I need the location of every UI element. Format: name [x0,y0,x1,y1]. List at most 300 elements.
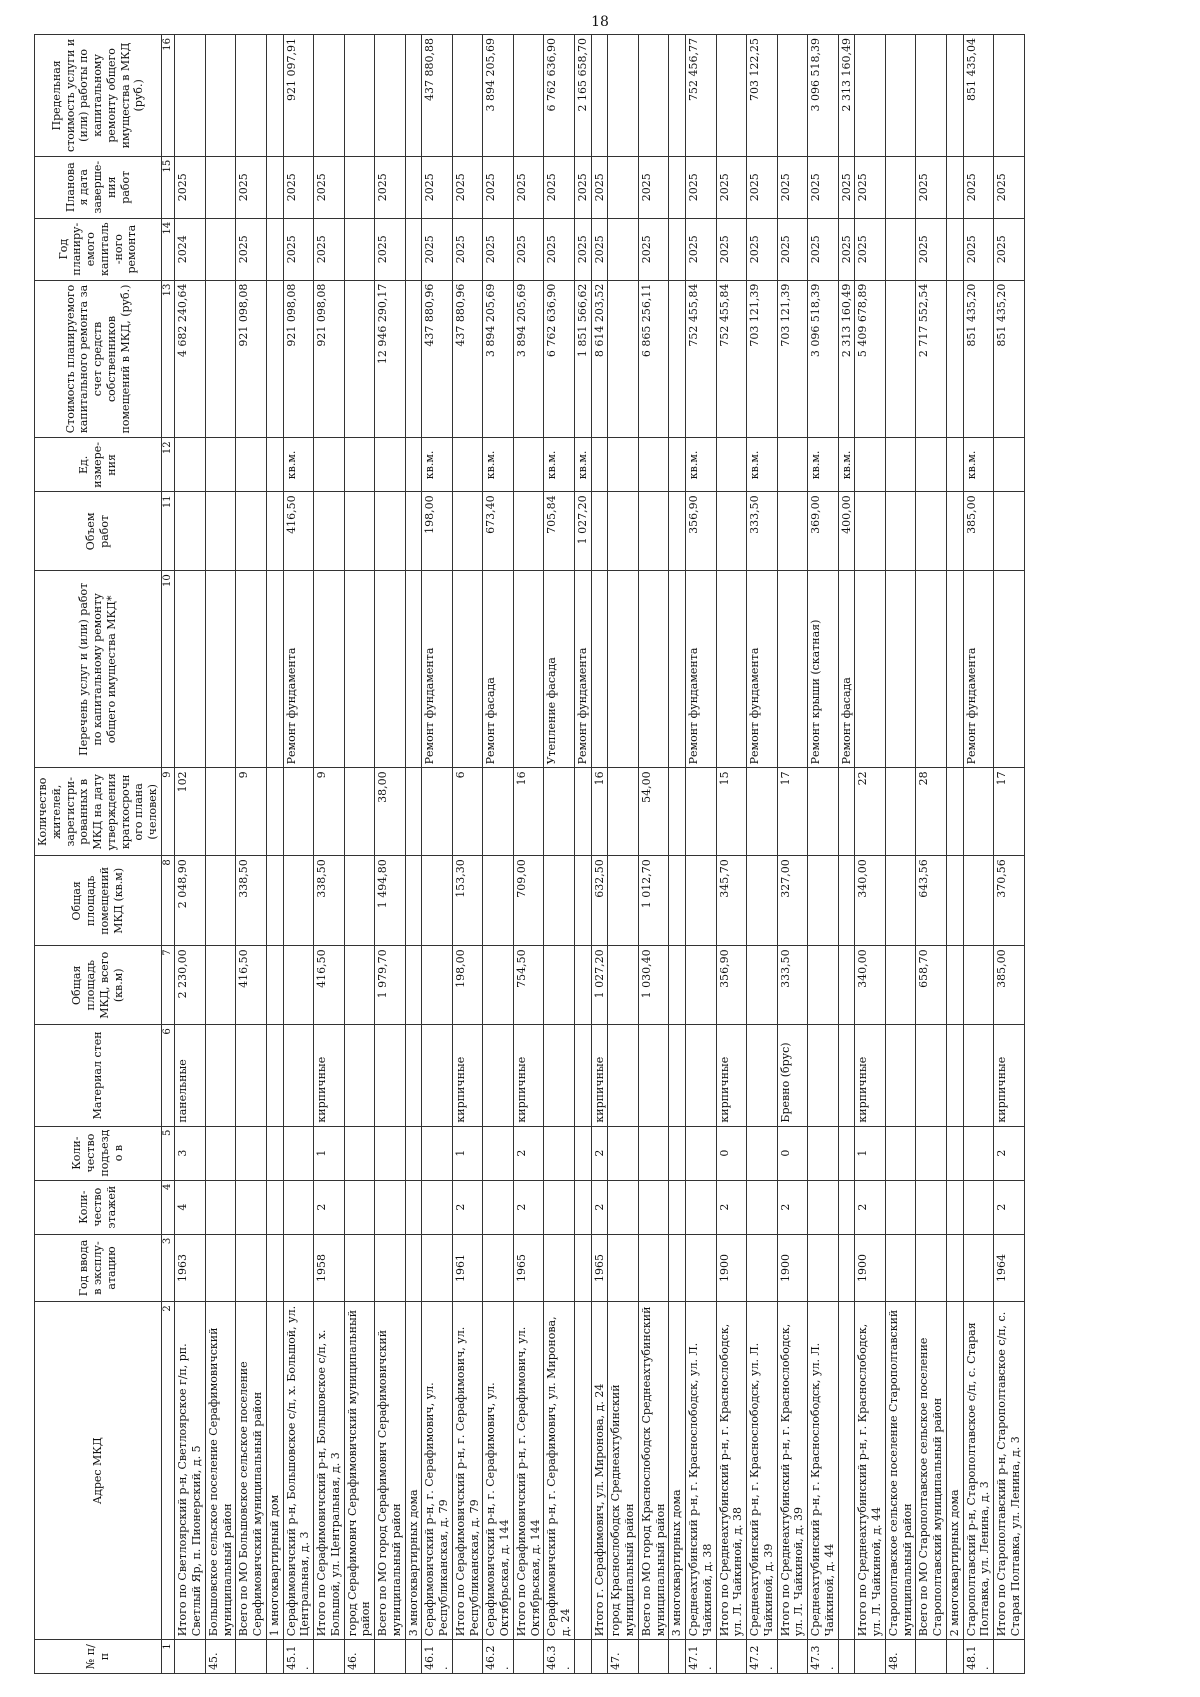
table-cell [205,1180,236,1234]
table-cell: 47.3. [808,1640,839,1674]
table-cell [686,856,717,946]
table-cell: 437 880,96 [452,280,483,438]
table-cell [916,1126,947,1180]
table-row [963,35,994,1674]
table-cell: 3 894 205,69 [483,35,514,157]
table-cell: 28 [916,768,947,856]
table-cell [669,1126,686,1180]
table-cell: 38,00 [375,768,406,856]
table-cell: 2025 [422,156,453,218]
table-cell: город Краснослободск Среднеахтубинский муниципальный район [608,1302,639,1640]
table-cell: 2025 [452,218,483,280]
table-cell [838,1234,855,1302]
table-cell [483,1234,514,1302]
table-cell: кв.м. [686,438,717,492]
table-cell [544,946,575,1025]
column-number-4: 4 [161,1180,175,1234]
table-cell: 2025 [686,218,717,280]
table-cell [916,1180,947,1234]
table-row [591,35,608,1674]
table-cell: Итого по Среднеахтубинский р-н, г. Краснослободск, ул. Л. Чайкиной, д. 39 [777,1302,808,1640]
table-cell [314,1640,345,1674]
table-cell [608,156,639,218]
table-cell [946,946,963,1025]
table-cell: 2 [716,1180,747,1234]
table-row [283,35,314,1674]
table-row [405,35,422,1674]
table-row [747,35,778,1674]
table-cell [747,1234,778,1302]
column-header-1: № п/п [35,1640,162,1674]
table-cell [375,1180,406,1234]
table-cell: 3 894 205,69 [513,280,544,438]
table-cell [808,856,839,946]
table-cell: Всего по МО Старополтавское сельское поселение Старополтавский муниципальный район [916,1302,947,1640]
table-header-row [35,35,162,1674]
table-cell: 1900 [777,1234,808,1302]
table-cell [838,768,855,856]
table-cell [638,1234,669,1302]
table-cell: Итого по Старополтавский р-н, Старополтавское с/п, с. Старая Полтавка, ул. Ленина, д. 3 [994,1302,1025,1640]
table-cell: 2025 [483,218,514,280]
table-cell [946,1234,963,1302]
table-cell: 3 894 205,69 [483,280,514,438]
table-cell [946,1025,963,1126]
table-cell: 16 [513,768,544,856]
table-cell: Итого по Среднеахтубинский р-н, г. Краснослободск, ул. Л. Чайкиной, д. 38 [716,1302,747,1640]
table-cell [283,1234,314,1302]
table-cell [838,1180,855,1234]
table-cell [885,218,916,280]
table-cell: 1 многоквартирный дом [266,1302,283,1640]
table-cell: 2025 [591,156,608,218]
table-cell: Итого по Среднеахтубинский р-н, г. Краснослободск, ул. Л. Чайкиной, д. 44 [855,1302,886,1640]
table-cell [405,1180,422,1234]
table-cell [266,1025,283,1126]
table-row [946,35,963,1674]
table-cell [855,35,886,157]
table-cell: Ремонт фундамента [422,571,453,768]
table-cell [574,1180,591,1234]
table-cell [946,218,963,280]
table-cell: 1 979,70 [375,946,406,1025]
table-cell: 1 [452,1126,483,1180]
table-cell [946,35,963,157]
repair-plan-table [34,34,1025,1674]
table-cell [422,1180,453,1234]
table-cell [266,571,283,768]
table-cell [638,35,669,157]
table-cell: 12 946 290,17 [375,280,406,438]
table-row [608,35,639,1674]
table-cell [375,1640,406,1674]
table-cell [638,438,669,492]
table-cell: 2 [591,1126,608,1180]
table-cell: 327,00 [777,856,808,946]
table-cell: 851 435,20 [963,280,994,438]
table-cell [963,1126,994,1180]
table-cell [574,1025,591,1126]
table-cell [405,218,422,280]
table-cell: 1958 [314,1234,345,1302]
table-cell [946,1126,963,1180]
table-cell [669,768,686,856]
table-cell: 6 865 256,11 [638,280,669,438]
table-cell: 1961 [452,1234,483,1302]
table-cell: 2 717 552,54 [916,280,947,438]
table-cell: 356,90 [716,946,747,1025]
table-cell [716,35,747,157]
column-number-1: 1 [161,1640,175,1674]
table-cell [513,35,544,157]
table-cell [314,35,345,157]
table-cell: 851 435,20 [994,280,1025,438]
table-cell [855,571,886,768]
table-cell: 703 121,39 [747,280,778,438]
table-cell [236,35,267,157]
table-cell [808,1234,839,1302]
table-cell [375,492,406,571]
table-cell [236,1126,267,1180]
table-cell [686,946,717,1025]
table-cell: 6 762 636,90 [544,280,575,438]
table-cell: 1900 [855,1234,886,1302]
table-cell [405,492,422,571]
table-cell: 703 122,25 [747,35,778,157]
table-cell: 2025 [375,218,406,280]
table-cell [236,1640,267,1674]
table-cell [747,1126,778,1180]
table-cell [838,1640,855,1674]
table-cell: 6 [452,768,483,856]
table-cell [716,571,747,768]
table-cell: кирпичные [994,1025,1025,1126]
table-cell [669,492,686,571]
table-cell: 2025 [838,218,855,280]
table-row [205,35,236,1674]
table-cell [994,1640,1025,1674]
table-cell [669,218,686,280]
table-cell [885,1180,916,1234]
table-cell [266,1180,283,1234]
table-cell [669,438,686,492]
table-cell: Итого по Серафимовичский р-н, г. Серафимович, ул. Октябрьская, д. 144 [513,1302,544,1640]
table-cell: 45. [205,1640,236,1674]
table-cell [266,1640,283,1674]
table-cell [747,946,778,1025]
table-cell [405,156,422,218]
table-cell: 2025 [855,218,886,280]
table-row [574,35,591,1674]
table-cell [283,946,314,1025]
table-cell: панельные [175,1025,206,1126]
table-cell: 3 096 518,39 [808,35,839,157]
table-cell [885,1025,916,1126]
table-cell [422,946,453,1025]
table-cell: 198,00 [422,492,453,571]
table-cell [266,35,283,157]
table-cell [422,1025,453,1126]
table-cell: 5 409 678,89 [855,280,886,438]
table-cell: кирпичные [513,1025,544,1126]
table-cell: 2 048,90 [175,856,206,946]
table-row [266,35,283,1674]
table-cell: Серафимовичский р-н, г. Серафимович, ул. Миронова, д. 24 [544,1302,575,1640]
table-cell [885,1234,916,1302]
table-cell: 1964 [994,1234,1025,1302]
table-cell [591,438,608,492]
table-cell [405,856,422,946]
table-cell [205,218,236,280]
table-cell: 47. [608,1640,639,1674]
table-cell [916,1234,947,1302]
table-cell: 1 027,20 [591,946,608,1025]
table-cell [838,856,855,946]
table-cell: 4 682 240,64 [175,280,206,438]
table-cell [669,856,686,946]
table-cell [946,438,963,492]
table-cell [422,1126,453,1180]
table-cell [885,946,916,1025]
table-cell: 1 [855,1126,886,1180]
column-number-12: 12 [161,438,175,492]
table-cell [205,571,236,768]
column-number-5: 5 [161,1126,175,1180]
table-cell: 437 880,96 [422,280,453,438]
table-cell: 2 [452,1180,483,1234]
table-cell [946,1180,963,1234]
table-cell: Ремонт фасада [483,571,514,768]
table-cell [452,35,483,157]
column-header-13: Стоимость планируемого капитального ремонта за счет средств собственников помещений в МКД, (руб.) [35,280,162,438]
table-cell [344,571,375,768]
table-cell: 673,40 [483,492,514,571]
table-cell: 2025 [838,156,855,218]
table-cell: 2025 [283,218,314,280]
table-cell [375,1025,406,1126]
table-cell: 2 313 160,49 [838,35,855,157]
table-cell: 3 многоквартирных дома [669,1302,686,1640]
table-cell [405,35,422,157]
table-row [544,35,575,1674]
table-cell: Итого по Светлоярский р-н, Светлоярское г/п, рп. Светлый Яр, п. Пионерский, д. 5 [175,1302,206,1640]
table-cell [838,946,855,1025]
table-cell [344,768,375,856]
table-cell: 2025 [422,218,453,280]
table-cell [916,438,947,492]
table-cell: 2025 [375,156,406,218]
table-cell [236,1180,267,1234]
column-header-15: Плановая дата заверше-ния работ [35,156,162,218]
table-cell: Ремонт фундамента [963,571,994,768]
table-cell: 333,50 [777,946,808,1025]
table-cell: 2025 [513,218,544,280]
table-cell [205,1234,236,1302]
table-cell [946,856,963,946]
table-cell: 2025 [513,156,544,218]
column-number-14: 14 [161,218,175,280]
table-cell: 46.3. [544,1640,575,1674]
table-cell [963,1025,994,1126]
table-cell [885,1126,916,1180]
table-cell: 198,00 [452,946,483,1025]
table-cell: 752 455,84 [686,280,717,438]
table-cell [344,35,375,157]
table-cell [236,1234,267,1302]
table-cell: Всего по МО город Краснослободск Среднеахтубинский муниципальный район [638,1302,669,1640]
table-cell: 0 [777,1126,808,1180]
table-cell [994,571,1025,768]
table-cell [885,768,916,856]
table-cell [777,438,808,492]
table-row [314,35,345,1674]
column-header-10: Перечень услуг и (или) работ по капитальному ремонту общего имущества МКД* [35,571,162,768]
table-cell [405,1126,422,1180]
table-cell [544,1180,575,1234]
column-header-3: Год ввода в эксплу-атацию [35,1234,162,1302]
table-cell [608,1234,639,1302]
table-cell [747,856,778,946]
table-cell: кв.м. [283,438,314,492]
table-cell [669,35,686,157]
table-cell: 333,50 [747,492,778,571]
table-cell: 2 230,00 [175,946,206,1025]
table-cell [608,492,639,571]
table-cell: 17 [994,768,1025,856]
table-cell [716,492,747,571]
table-cell [574,768,591,856]
table-cell: 416,50 [314,946,345,1025]
table-cell [838,1302,855,1640]
table-cell [608,35,639,157]
table-cell: 1 494,80 [375,856,406,946]
table-cell: 15 [716,768,747,856]
table-cell [205,156,236,218]
table-cell [574,1126,591,1180]
table-cell [574,946,591,1025]
table-cell [994,438,1025,492]
table-cell: 2025 [283,156,314,218]
table-row [777,35,808,1674]
table-cell: 416,50 [283,492,314,571]
table-cell [885,492,916,571]
table-cell [205,856,236,946]
table-cell: 400,00 [838,492,855,571]
table-cell [686,1234,717,1302]
table-cell [452,492,483,571]
table-cell [236,571,267,768]
table-cell: Серафимовичский р-н, Большовское с/п, х. Большой, ул. Центральная, д. 3 [283,1302,314,1640]
table-cell [344,438,375,492]
table-row [885,35,916,1674]
table-cell: 3 многоквартирных дома [405,1302,422,1640]
table-cell [963,856,994,946]
table-cell: Среднеахтубинский р-н, г. Краснослободск, ул. Л. Чайкиной, д. 44 [808,1302,839,1640]
table-cell [266,280,283,438]
table-cell [574,1640,591,1674]
table-cell: 851 435,04 [963,35,994,157]
table-cell: 752 456,77 [686,35,717,157]
table-cell: 921 098,08 [283,280,314,438]
table-cell [405,946,422,1025]
table-row [994,35,1025,1674]
table-cell [686,1025,717,1126]
table-cell [266,218,283,280]
table-cell [483,1180,514,1234]
table-cell [375,438,406,492]
table-cell [483,1025,514,1126]
table-cell [638,1640,669,1674]
table-cell: 2025 [808,156,839,218]
table-cell [236,492,267,571]
table-cell [375,1234,406,1302]
table-cell: кирпичные [855,1025,886,1126]
table-cell [283,1025,314,1126]
table-cell: 921 098,08 [314,280,345,438]
table-cell: 6 762 636,90 [544,35,575,157]
table-cell: 46.1. [422,1640,453,1674]
table-cell [205,946,236,1025]
table-cell [205,492,236,571]
table-cell [716,438,747,492]
table-cell [266,946,283,1025]
table-cell: 46. [344,1640,375,1674]
table-cell [638,1126,669,1180]
table-cell: 1 030,40 [638,946,669,1025]
table-cell [916,1640,947,1674]
table-cell: 2025 [916,156,947,218]
table-cell: кирпичные [591,1025,608,1126]
table-row [638,35,669,1674]
table-cell [686,768,717,856]
table-cell: 709,00 [513,856,544,946]
table-cell [777,1640,808,1674]
table-row [916,35,947,1674]
column-number-7: 7 [161,946,175,1025]
table-cell: 48.1. [963,1640,994,1674]
table-cell: 8 614 203,52 [591,280,608,438]
table-cell [669,946,686,1025]
table-cell [669,571,686,768]
table-cell [669,280,686,438]
table-cell [591,1640,608,1674]
table-cell [205,280,236,438]
table-cell [405,768,422,856]
table-row [422,35,453,1674]
table-cell [266,438,283,492]
table-cell [205,438,236,492]
table-cell [885,571,916,768]
table-cell [946,571,963,768]
table-cell [638,1180,669,1234]
table-cell: 2025 [452,156,483,218]
table-row [483,35,514,1674]
table-cell [946,280,963,438]
table-cell: 385,00 [963,492,994,571]
table-cell: Итого г. Серафимович, ул. Миронова, д. 24 [591,1302,608,1640]
table-cell: 2 165 658,70 [574,35,591,157]
table-cell [638,571,669,768]
table-cell: 2 [994,1180,1025,1234]
column-header-5: Коли-чество подъездо в [35,1126,162,1180]
table-cell: 153,30 [452,856,483,946]
table-cell [544,1025,575,1126]
table-cell: 2025 [175,156,206,218]
table-cell: 2025 [994,156,1025,218]
table-row [808,35,839,1674]
table-cell: 2 [994,1126,1025,1180]
table-cell: 1900 [716,1234,747,1302]
